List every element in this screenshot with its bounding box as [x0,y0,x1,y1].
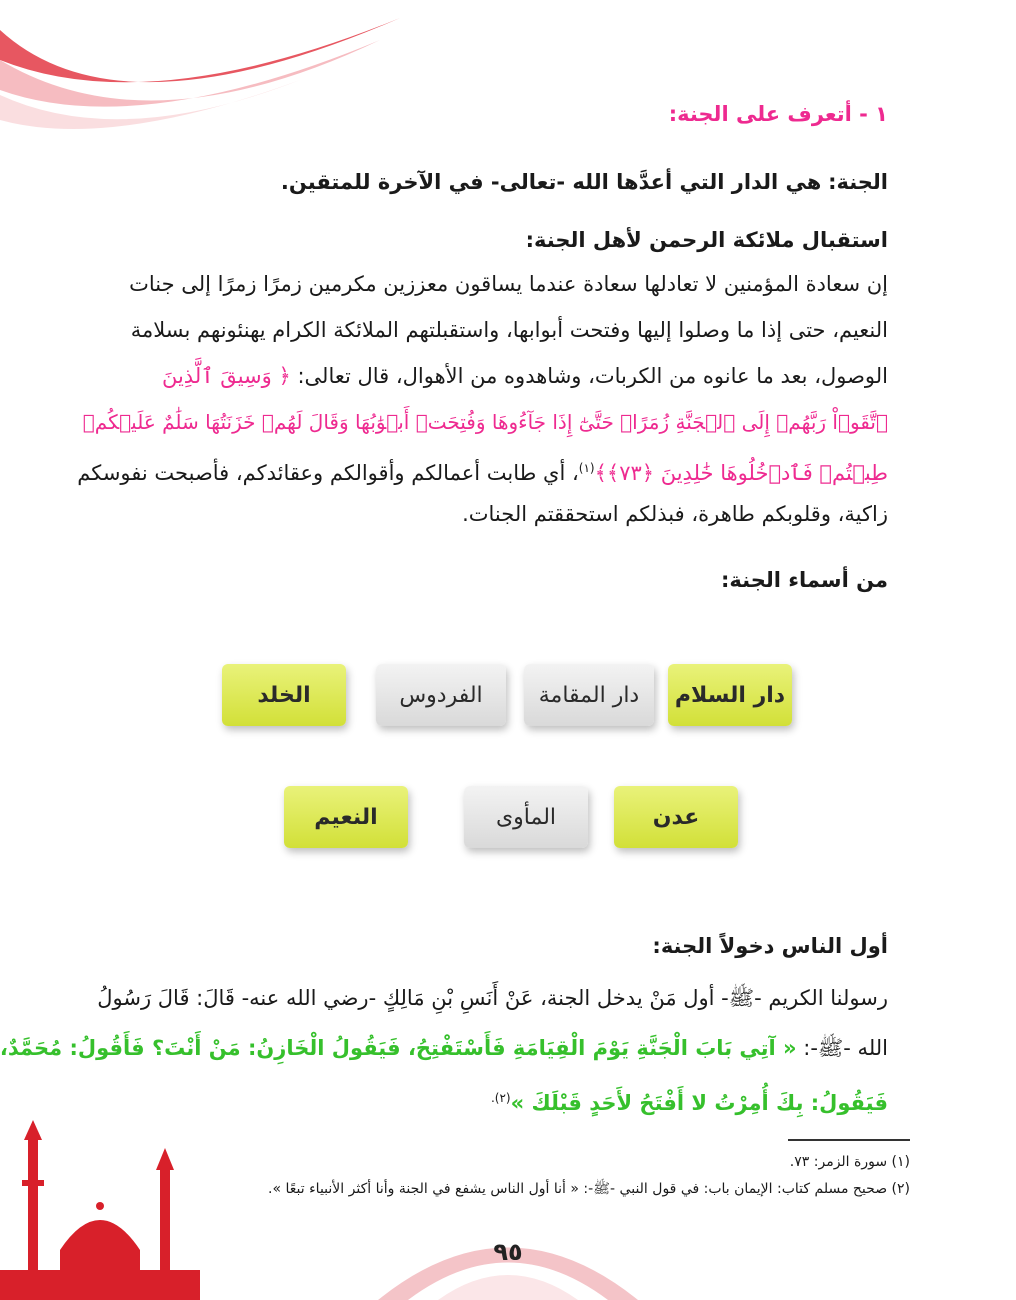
reception-heading: استقبال ملائكة الرحمن لأهل الجنة: [525,228,888,252]
mosque-silhouette-decoration [0,1120,200,1300]
quran-start: ﴿ وَسِيقَ ٱلَّذِينَ [161,364,291,388]
name-card-almawa [464,786,588,848]
after-quran-text: ، أي طابت أعمالكم وأقوالكم وعقائدكم، فأصبحت نفوسكم [77,461,579,485]
section-title: ١ - أتعرف على الجنة: [668,102,888,126]
footnote-divider [788,1139,910,1141]
paragraph-line-1: إن سعادة المؤمنين لا تعادلها سعادة عندما يساقون معززين مكرمين زمرًا زمرًا إلى جنات [129,272,888,296]
hadith-text-2: فَيَقُولُ: بِكَ أُمِرْتُ لا أَفْتَحُ لأَحَدٍ قَبْلَكَ » [510,1091,888,1115]
name-card-dar-almaqama [524,664,654,726]
paragraph-line-3-text: الوصول، بعد ما عانوه من الكربات، وشاهدوه من الأهوال، قال تعالى: [297,364,888,388]
definition-text: هي الدار التي أعدَّها الله -تعالى- في الآخرة للمتقين. [280,170,822,194]
name-card-label: الخلد [257,682,311,708]
definition-term: الجنة: [828,170,888,194]
hadith-line-1 [0,1030,888,1066]
name-card-label: الفردوس [399,682,483,708]
hadith-text-1: « آتِي بَابَ الْجَنَّةِ يَوْمَ الْقِيَامَةِ فَأَسْتَفْتِحُ، فَيَقُولُ الْخَازِنُ: مَنْ أَنْتَ؟ فَأَقُولُ: مُحَمَّدٌ، [0,1036,797,1060]
name-card-label: دار المقامة [538,682,640,708]
footnote-ref-1: (١) [578,461,595,475]
name-card-alfirdaws [376,664,506,726]
name-card-adn [614,786,738,848]
corner-swoosh-decoration [0,0,400,140]
hadith-intro-line: رسولنا الكريم -ﷺ- أول مَنْ يدخل الجنة، عَنْ أَنَسِ بْنِ مَالِكٍ -رضي الله عنه- قَالَ: قَالَ رَسُولُ [97,986,888,1010]
first-entry-heading: أول الناس دخولاً الجنة: [652,934,888,958]
name-card-label: النعيم [314,804,378,830]
name-card-label: عدن [652,804,700,830]
hadith-prefix: الله -ﷺ-: [803,1036,888,1060]
definition-line [108,164,888,200]
footnote-2: (٢) صحيح مسلم كتاب: الإيمان باب: في قول النبي -ﷺ-: « أنا أول الناس يشفع في الجنة وأنا أكثر الأنبياء تبعًا ». [268,1181,910,1197]
name-card-alnaeem [284,786,408,848]
name-card-alkhuld [222,664,346,726]
quran-end-line [77,450,888,491]
name-card-dar-alsalam [668,664,792,726]
name-card-label: المأوى [495,804,557,830]
quran-end: طِبۡتُمۡ فَٱدۡخُلُوهَا خَٰلِدِينَ ﴿٧٣﴾﴾ [594,461,888,485]
paragraph-line-2: النعيم، حتى إذا ما وصلوا إليها وفتحت أبوابها، واستقبلتهم الملائكة الكرام يهنئونهم بسلامة [130,318,888,342]
footnote-ref-2: (٢). [490,1091,511,1105]
footnote-1: (١) سورة الزمر: ٧٣. [789,1154,910,1170]
paragraph-line-3 [108,358,888,394]
name-card-label: دار السلام [674,682,786,708]
page-number: ٩٥ [493,1238,523,1266]
names-heading: من أسماء الجنة: [721,568,888,592]
paragraph-last-line: زاكية، وقلوبكم طاهرة، فبذلكم استحققتم الجنات. [462,502,888,526]
hadith-line-2 [108,1080,888,1121]
quran-line: ٱتَّقَوۡاْ رَبَّهُمۡ إِلَى ٱلۡجَنَّةِ زُمَرًاۖ حَتَّىٰٓ إِذَا جَآءُوهَا وَفُتِحَتۡ أَبۡوَٰبُهَا وَقَالَ لَهُمۡ خَزَنَتُهَا سَلَٰمٌ عَلَيۡكُمۡ [82,410,888,434]
